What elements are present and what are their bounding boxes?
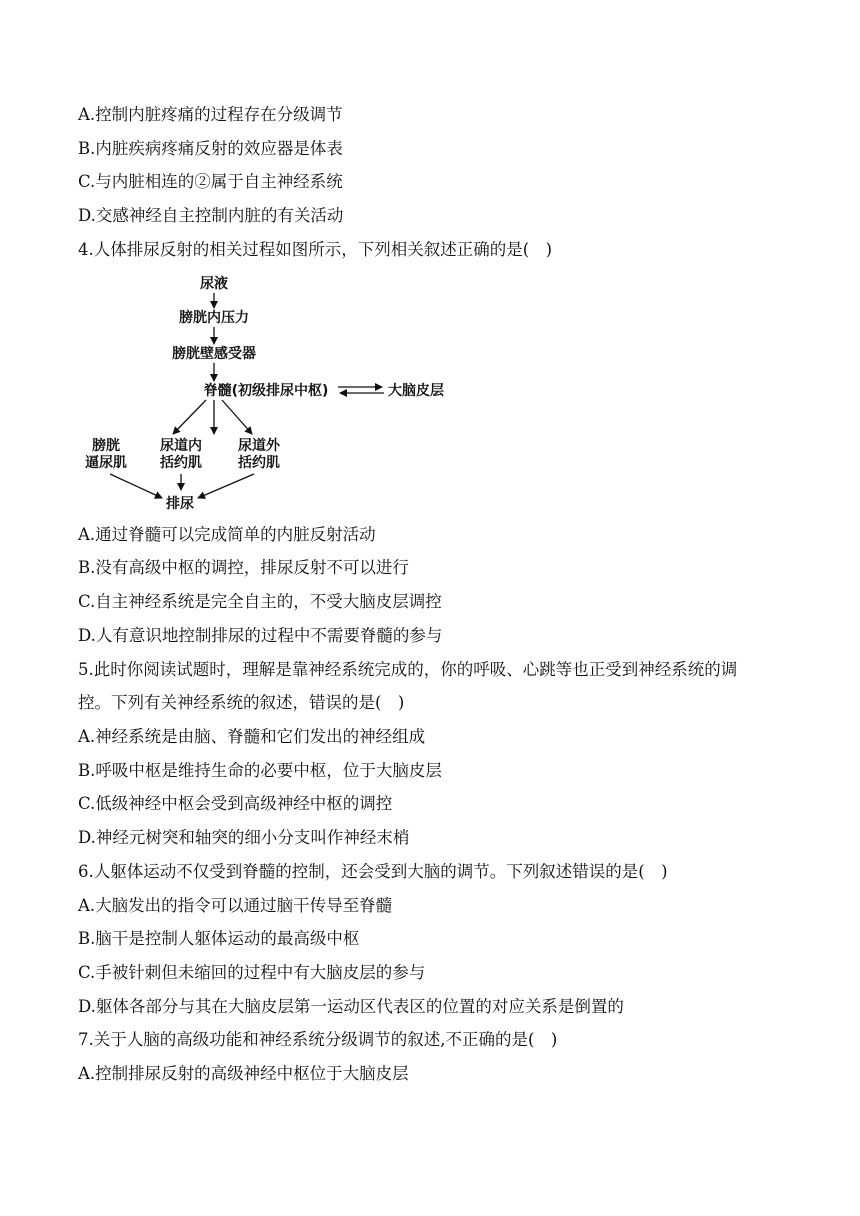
option-4d: D.人有意识地控制排尿的过程中不需要脊髓的参与 — [78, 626, 443, 645]
arrow-spinal-external — [222, 400, 252, 434]
option-3d: D.交感神经自主控制内脏的有关活动 — [78, 206, 344, 225]
node-internal-line1: 尿道内 — [160, 438, 202, 454]
node-urine: 尿液 — [200, 276, 228, 292]
node-receptor: 膀胱壁感受器 — [172, 346, 256, 362]
node-internal-line2: 括约肌 — [160, 455, 202, 471]
node-external-line1: 尿道外 — [238, 438, 280, 454]
option-6d: D.躯体各部分与其在大脑皮层第一运动区代表区的位置的对应关系是倒置的 — [78, 997, 624, 1016]
arrow-external-urination — [198, 474, 254, 498]
option-4b: B.没有高级中枢的调控，排尿反射不可以进行 — [78, 558, 409, 577]
option-7a: A.控制排尿反射的高级神经中枢位于大脑皮层 — [78, 1064, 409, 1083]
option-5a: A.神经系统是由脑、脊髓和它们发出的神经组成 — [78, 727, 426, 746]
arrow-detrusor-urination — [110, 474, 162, 498]
option-5c: C.低级神经中枢会受到高级神经中枢的调控 — [78, 794, 393, 813]
arrow-spinal-detrusor — [173, 400, 206, 434]
option-5d: D.神经元树突和轴突的细小分支叫作神经末梢 — [78, 828, 410, 847]
urination-reflex-diagram — [70, 268, 470, 518]
node-spinal-cord: 脊髓(初级排尿中枢) — [203, 383, 329, 399]
question-7-stem: 7.关于人脑的高级功能和神经系统分级调节的叙述,不正确的是( ) — [78, 1030, 558, 1049]
node-cortex: 大脑皮层 — [388, 383, 444, 399]
node-detrusor-line1: 膀胱 — [92, 438, 120, 454]
option-3b: B.内脏疾病疼痛反射的效应器是体表 — [78, 139, 343, 158]
option-6a: A.大脑发出的指令可以通过脑干传导至脊髓 — [78, 896, 393, 915]
question-5-stem-line1: 5.此时你阅读试题时，理解是靠神经系统完成的，你的呼吸、心跳等也正受到神经系统的调 — [78, 660, 738, 679]
question-4-stem: 4.人体排尿反射的相关过程如图所示，下列相关叙述正确的是( ) — [78, 240, 553, 259]
node-external-line2: 括约肌 — [238, 455, 280, 471]
option-4c: C.自主神经系统是完全自主的，不受大脑皮层调控 — [78, 592, 442, 611]
option-5b: B.呼吸中枢是维持生命的必要中枢，位于大脑皮层 — [78, 761, 442, 780]
node-urination: 排尿 — [166, 496, 194, 512]
option-4a: A.通过脊髓可以完成简单的内脏反射活动 — [78, 525, 376, 544]
option-3a: A.控制内脏疼痛的过程存在分级调节 — [78, 105, 343, 124]
option-6b: B.脑干是控制人躯体运动的最高级中枢 — [78, 929, 360, 948]
question-6-stem: 6.人躯体运动不仅受到脊髓的控制，还会受到大脑的调节。下列叙述错误的是( ) — [78, 862, 668, 881]
question-5-stem-line2: 控。下列有关神经系统的叙述，错误的是( ) — [78, 693, 405, 712]
node-pressure: 膀胱内压力 — [179, 310, 249, 326]
option-6c: C.手被针刺但未缩回的过程中有大脑皮层的参与 — [78, 963, 426, 982]
option-3c: C.与内脏相连的②属于自主神经系统 — [78, 172, 343, 191]
node-detrusor-line2: 逼尿肌 — [85, 455, 127, 471]
